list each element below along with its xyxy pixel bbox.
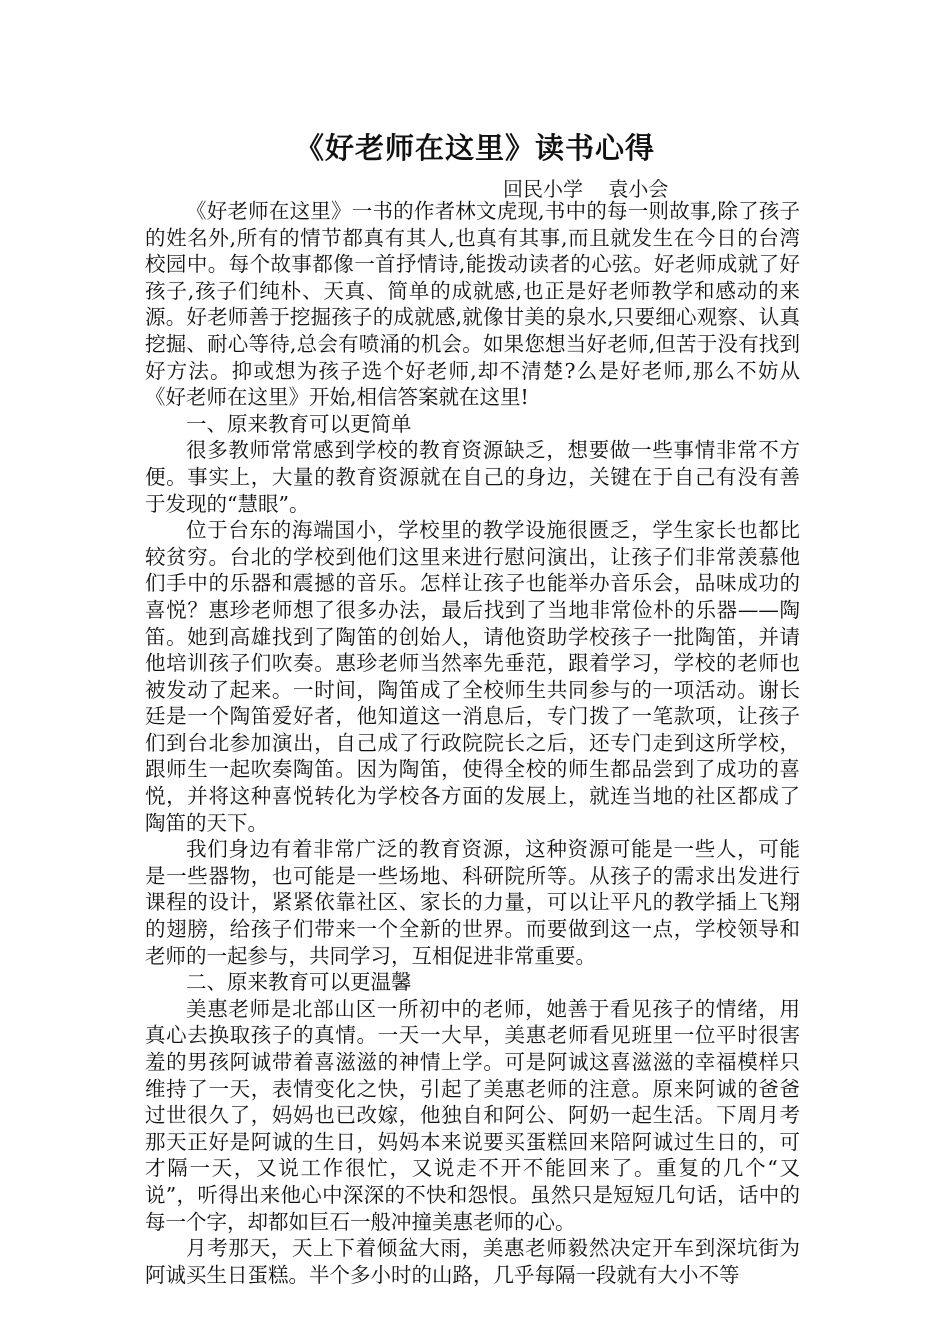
paragraph: 月考那天，天上下着倾盆大雨，美惠老师毅然决定开车到深坑街为阿诚买生日蛋糕。半个多小时的山路，几乎每隔一段就有大小不等: [145, 1236, 800, 1287]
document-title: 《好老师在这里》读书心得: [294, 131, 655, 165]
section-heading-2: 二、原来教育可以更温馨: [186, 970, 412, 995]
section-heading-1: 一、原来教育可以更简单: [186, 411, 412, 436]
document-body: [145, 198, 800, 1288]
paragraph: 我们身边有着非常广泛的教育资源，这种资源可能是一些人，可能是一些器物，也可能是一些场地、科研院所等。从孩子的需求出发进行课程的设计，紧紧依靠社区、家长的力量，可以让平凡的教学插上飞翔的翅膀，给孩子们带来一个全新的世界。而要做到这一点，学校领导和老师的一起参与，共同学习，互相促进非常重要。: [145, 837, 800, 968]
paragraph: 很多教师常常感到学校的教育资源缺乏，想要做一些事情非常不方便。事实上，大量的教育资源就在自己的身边，关键在于自己有没有善于发现的“慧眼”。: [145, 438, 800, 516]
author-line: 回民小学 袁小会: [503, 177, 669, 201]
paragraph: 位于台东的海端国小，学校里的教学设施很匮乏，学生家长也都比较贫穷。台北的学校到他们这里来进行慰问演出，让孩子们非常羡慕他们手中的乐器和震撼的音乐。怎样让孩子也能举办音乐会，品味成功的喜悦？惠珍老师想了很多办法，最后找到了当地非常俭朴的乐器——陶笛。她到高雄找到了陶笛的创始人，请他资助学校孩子一批陶笛，并请他培训孩子们吹奏。惠珍老师当然率先垂范，跟着学习，学校的老师也被发动了起来。一时间，陶笛成了全校师生共同参与的一项活动。谢长廷是一个陶笛爱好者，他知道这一消息后，专门拨了一笔款项，让孩子们到台北参加演出，自己成了行政院院长之后，还专门走到这所学校，跟师生一起吹奏陶笛。因为陶笛，使得全校的师生都品尝到了成功的喜悦，并将这种喜悦转化为学校各方面的发展上，就连当地的社区都成了陶笛的天下。: [145, 518, 800, 835]
paragraph-intro: 《好老师在这里》一书的作者林文虎现,书中的每一则故事,除了孩子的姓名外,所有的情节都真有其人,也真有其事,而且就发生在今日的台湾校园中。每个故事都像一首抒情诗,能拨动读者的心弦。好老师成就了好孩子,孩子们纯朴、天真、简单的成就感,也正是好老师教学和感动的来源。好老师善于挖掘孩子的成就感,就像甘美的泉水,只要细心观察、认真挖掘、耐心等待,总会有喷涌的机会。如果您想当好老师,但苦于没有找到好方法。抑或想为孩子选个好老师,却不清楚?么是好老师,那么不妨从《好老师在这里》开始,相信答案就在这里!: [145, 199, 800, 410]
paragraph: 美惠老师是北部山区一所初中的老师，她善于看见孩子的情绪，用真心去换取孩子的真情。一天一大早，美惠老师看见班里一位平时很害羞的男孩阿诚带着喜滋滋的神情上学。可是阿诚这喜滋滋的幸福模样只维持了一天，表情变化之快，引起了美惠老师的注意。原来阿诚的爸爸过世很久了，妈妈也已改嫁，他独自和阿公、阿奶一起生活。下周月考那天正好是阿诚的生日，妈妈本来说要买蛋糕回来陪阿诚过生日的，可才隔一天，又说工作很忙，又说走不开不能回来了。重复的几个“又说”，听得出来他心中深深的不快和怨恨。虽然只是短短几句话，话中的每一个字，却都如巨石一般冲撞美惠老师的心。: [145, 996, 800, 1234]
